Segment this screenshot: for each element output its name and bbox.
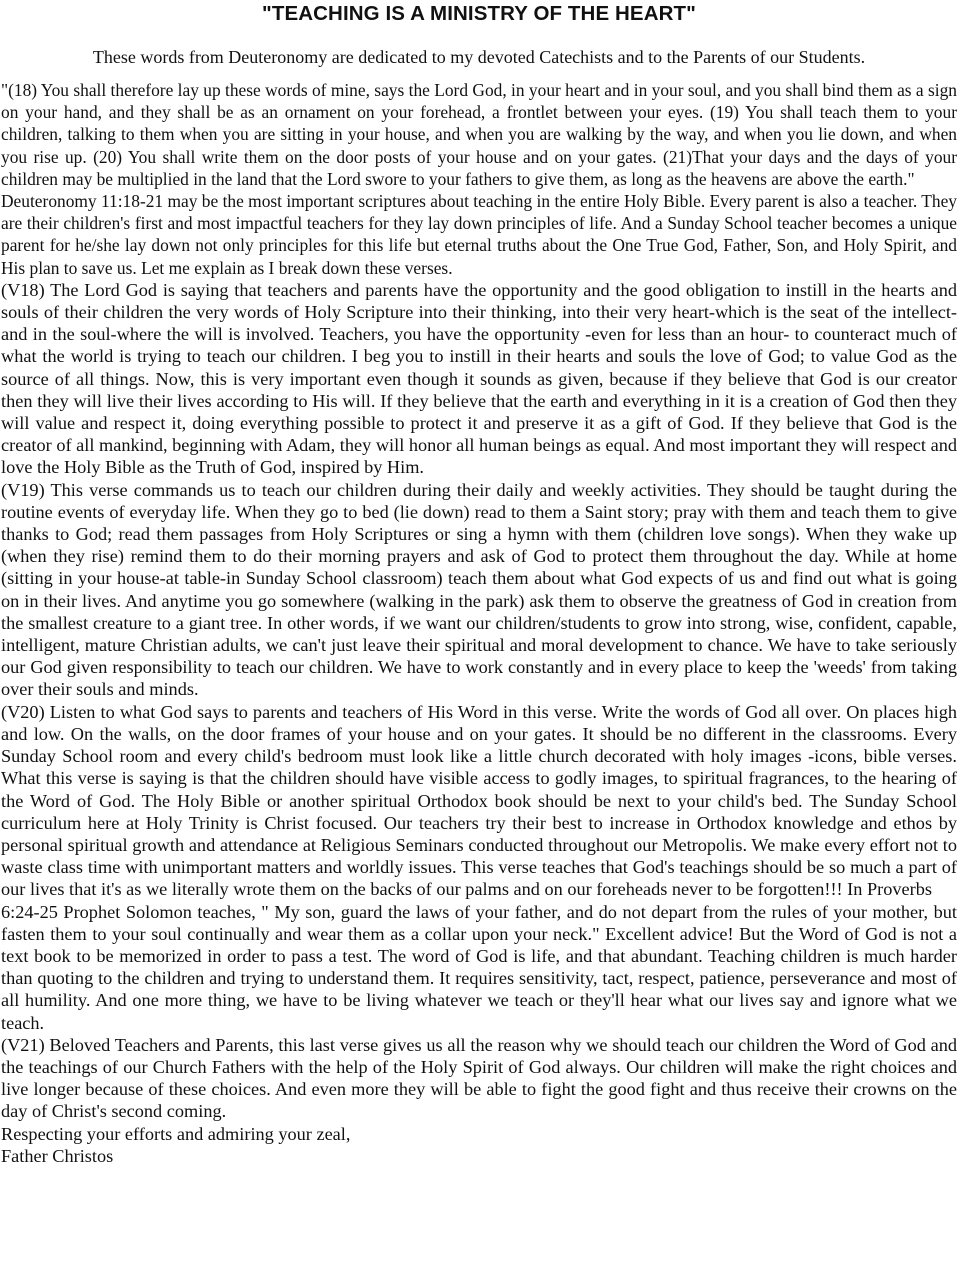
dedication-line: These words from Deuteronomy are dedicated to my devoted Catechists and to the Parents of our Students.: [92, 47, 866, 67]
verse-21-paragraph: (V21) Beloved Teachers and Parents, this last verse gives us all the reason why we should teach our children the Word of God and the teachings of our Church Fathers with the help of the Holy Spirit of God always. Our children will make the right choices and live longer because of these choices. And even more they will be able to fight the good fight and thus receive their crowns on the day of Christ's second coming.: [1, 1034, 957, 1122]
signature: Father Christos: [1, 1145, 114, 1166]
verse-20-paragraph: (V20) Listen to what God says to parents and teachers of His Word in this verse. Write the words of God all over. On places high and low. On the walls, on the door frames of your house and on your gates. It should be no different in the classrooms. Every Sunday School room and every child's bedroom must look like a little church decorated with holy images -icons, bible verses. What this verse is saying is that the children should have visible access to godly images, to spiritual fragrances, to the hearing of the Word of God. The Holy Bible or another spiritual Orthodox book should be next to your child's bed. The Sunday School curriculum here at Holy Trinity is Christ focused. Our teachers try their best to increase in Orthodox knowledge and ethos by personal spiritual growth and attendance at Religious Seminars conducted throughout our Metropolis. We make every effort not to waste class time with unimportant matters and worldly issues. This verse teaches that God's teachings should be so much a part of our lives that it's as we literally wrote them on the backs of our palms and on our foreheads never to be forgotten!!! In Proverbs: [1, 701, 957, 900]
proverbs-paragraph: 6:24-25 Prophet Solomon teaches, " My son, guard the laws of your father, and do not depart from the rules of your mother, but fasten them to your soul continually and wear them as a collar upon your neck." Excellent advice! But the Word of God is not a text book to be memorized in order to pass a test. The word of God is life, and that abundant. Teaching children is much harder than quoting to the children and trying to understand them. It requires sensitivity, tact, respect, patience, perseverance and most of all humility. And one more thing, we have to be living whatever we teach or they'll hear what our lives say and ignore what we teach.: [1, 901, 957, 1033]
verse-19-paragraph: (V19) This verse commands us to teach our children during their daily and weekly activities. They should be taught during the routine events of everyday life. When they go to bed (lie down) read to them a Saint story; pray with them and teach them to give thanks to God; read them passages from Holy Scriptures or sing a hymn with them (children love songs). When they wake up (when they rise) remind them to do their morning prayers and ask of God to protect them throughout the day. While at home (sitting in your house-at table-in Sunday School classroom) teach them about what God expects of us and find out what is going on in their lives. And anytime you go somewhere (walking in the park) ask them to observe the greatness of God in creation from the smallest creature to a giant tree. In other words, if we want our children/students to grow into strong, wise, confident, capable, intelligent, mature Christian adults, we can't just leave their spiritual and moral development to chance. We have to take seriously our God given responsibility to teach our children. We have to work constantly and in every place to keep the 'weeds' from taking over their souls and minds.: [1, 479, 957, 700]
closing-line: Respecting your efforts and admiring your zeal,: [1, 1123, 351, 1144]
verse-18-paragraph: (V18) The Lord God is saying that teachers and parents have the opportunity and the good obligation to instill in the hearts and souls of their children the very words of Holy Scripture into their thinking, into their very heart-which is the seat of the intellect- and in the soul-where the will is involved. Teachers, you have the opportunity -even for less than an hour- to counteract much of what the world is trying to teach our children. I beg you to instill in their hearts and souls the love of God; to value God as the source of all things. Now, this is very important even though it sounds as given, because if they believe that God is our creator then they will live their lives according to His will. If they believe that the earth and everything in it is a creation of God then they will value and respect it, doing everything possible to protect it and preserve it as a gift of God. If they believe that God is the creator of all mankind, beginning with Adam, they will honor all human beings as equal. And most important they will respect and love the Holy Bible as the Truth of God, inspired by Him.: [1, 279, 957, 478]
scripture-quote-paragraph: "(18) You shall therefore lay up these words of mine, says the Lord God, in your heart and in your soul, and you shall bind them as a sign on your hand, and they shall be as an ornament on your forehead, a frontlet between your eyes. (19) You shall teach them to your children, talking to them when you are sitting in your house, and when you are walking by the way, and when you lie down, and when you rise up. (20) You shall write them on the door posts of your house and on your gates. (21)That your days and the days of your children may be multiplied in the land that the Lord swore to your fathers to give them, as long as the heavens are above the earth.": [1, 80, 957, 189]
intro-paragraph: Deuteronomy 11:18-21 may be the most important scriptures about teaching in the entire Holy Bible. Every parent is also a teacher. They are their children's first and most impactful teachers for they lay down principles of life. And a Sunday School teacher becomes a unique parent for he/she lay down not only principles for this life but eternal truths about the One True God, Father, Son, and Holy Spirit, and His plan to save us. Let me explain as I break down these verses.: [1, 191, 957, 278]
document-body: [1, 79, 957, 1167]
page-title: "TEACHING IS A MINISTRY OF THE HEART": [262, 2, 696, 25]
